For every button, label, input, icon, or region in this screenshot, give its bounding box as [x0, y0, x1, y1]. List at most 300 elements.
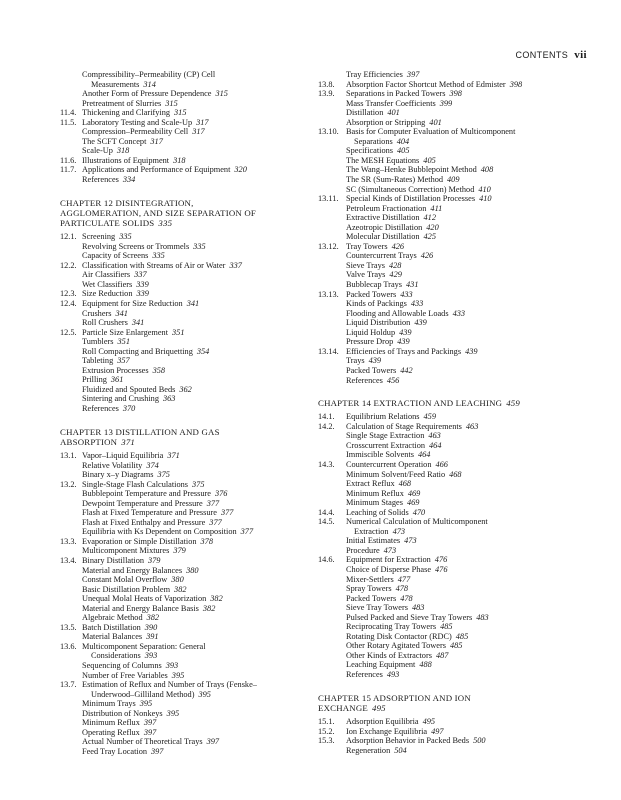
entry-page-number: 362: [179, 384, 192, 394]
entry-title: Bubblecap Trays 431: [346, 280, 419, 290]
entry-page-number: 397: [143, 727, 157, 737]
entry-title: Immiscible Solvents 464: [346, 450, 431, 460]
entry-page-number: 375: [192, 479, 205, 489]
section-number: 13.5.: [60, 622, 77, 632]
entry-title: Classification with Streams of Air or Water 337: [82, 260, 242, 270]
entry-title: Flooding and Allowable Loads 433: [346, 308, 466, 318]
toc-subsection-entry: [60, 347, 304, 357]
toc-section-entry: [60, 480, 304, 490]
entry-title: Capacity of Screens 335: [82, 251, 165, 261]
section-number: 14.3.: [318, 459, 335, 469]
toc-subsection-entry: [318, 204, 582, 214]
entry-page-number: 382: [202, 603, 216, 613]
toc-subsection-entry: [60, 318, 304, 328]
toc-subsection-entry: [318, 376, 582, 386]
toc-subsection-entry: [318, 575, 582, 585]
entry-title: Illustrations of Equipment 318: [82, 155, 186, 165]
section-number: 13.13.: [318, 289, 339, 299]
entry-title: Multicomponent Mixtures 379: [82, 546, 186, 556]
entry-title: Minimum Stages 469: [346, 498, 420, 508]
toc-subsection-entry: [318, 613, 582, 623]
entry-title: Compression–Permeability Cell 317: [82, 127, 205, 137]
entry-page-number: 473: [392, 526, 406, 536]
toc-subsection-entry: [60, 146, 304, 156]
entry-page-number: 351: [172, 327, 185, 337]
toc-section-entry: [318, 242, 582, 252]
toc-subsection-entry: [60, 546, 304, 556]
entry-title: Tumblers 351: [82, 337, 130, 347]
entry-page-number: 463: [428, 431, 441, 441]
toc-section-entry: [60, 261, 304, 271]
toc-section-entry: [318, 517, 582, 527]
toc-subsection-entry: [60, 280, 304, 290]
entry-page-number: 335: [193, 241, 206, 251]
entry-title: References 493: [346, 670, 400, 680]
entry-title: Basic Distillation Problem 382: [82, 584, 187, 594]
entry-page-number: 466: [435, 459, 448, 469]
entry-title: Mass Transfer Coefficients 399: [346, 98, 453, 108]
toc-section-entry: [60, 556, 304, 566]
section-number: 11.7.: [60, 165, 77, 175]
entry-title: Flash at Fixed Enthalpy and Pressure 377: [82, 517, 222, 527]
entry-title: Countercurrent Trays 426: [346, 251, 434, 261]
entry-page-number: 429: [389, 270, 402, 280]
toc-section-entry: [318, 555, 582, 565]
toc-subsection-entry: [60, 80, 304, 90]
toc-section-entry: [318, 460, 582, 470]
page-number: vii: [574, 49, 587, 61]
entry-title: Thickening and Clarifying 315: [82, 108, 187, 118]
entry-page-number: 393: [144, 651, 158, 661]
entry-page-number: 485: [440, 622, 453, 632]
entry-title: The SR (Sum-Rates) Method 409: [346, 175, 460, 185]
entry-page-number: 376: [215, 489, 228, 499]
entry-page-number: 382: [174, 584, 187, 594]
toc-subsection-entry: [318, 479, 582, 489]
toc-section-entry: [318, 508, 582, 518]
toc-subsection-entry: [318, 223, 582, 233]
entry-title: Special Kinds of Distillation Processes 410: [346, 194, 492, 204]
entry-page-number: 426: [420, 251, 434, 261]
toc-section-entry: [60, 623, 304, 633]
entry-page-number: 363: [162, 394, 176, 404]
entry-title: Roll Crushers 341: [82, 318, 145, 328]
entry-page-number: 433: [400, 289, 413, 299]
entry-title: Extractive Distillation 412: [346, 213, 436, 223]
entry-page-number: 315: [215, 89, 228, 99]
toc-subsection-entry: [318, 118, 582, 128]
entry-title: Efficiencies of Trays and Packings 439: [346, 346, 478, 356]
entry-title: Compressibility–Permeability (CP) Cell: [82, 70, 216, 79]
toc-subsection-entry: [60, 404, 304, 414]
entry-title: Numerical Calculation of Multicomponent: [346, 517, 488, 527]
section-number: 13.2.: [60, 479, 77, 489]
entry-title: Adsorption Behavior in Packed Beds 500: [346, 736, 486, 746]
entry-page-number: 439: [397, 337, 410, 347]
chapter-heading: [60, 427, 304, 447]
section-number: 12.2.: [60, 260, 77, 270]
toc-subsection-entry: [60, 604, 304, 614]
entry-title: Specifications 405: [346, 146, 410, 156]
chapter-heading-line: EXCHANGE 495: [318, 702, 386, 713]
entry-title: Pulsed Packed and Sieve Tray Towers 483: [346, 612, 489, 622]
entry-title: Petroleum Fractionation 411: [346, 203, 443, 213]
entry-page-number: 439: [368, 356, 382, 366]
entry-title: Batch Distillation 390: [82, 622, 158, 632]
entry-page-number: 341: [131, 318, 145, 328]
entry-page-number: 318: [116, 146, 130, 156]
entry-title: Initial Estimates 473: [346, 536, 417, 546]
entry-title: Absorption Factor Shortcut Method of Edmister 398: [346, 79, 523, 89]
entry-title: Operating Reflux 397: [82, 727, 157, 737]
entry-page-number: 456: [386, 375, 400, 385]
entry-title: Laboratory Testing and Scale-Up 317: [82, 117, 209, 127]
chapter-heading: [318, 398, 582, 408]
section-number: 13.14.: [318, 346, 339, 356]
chapter-heading-line: CHAPTER 12 DISINTEGRATION,: [60, 197, 194, 208]
entry-title: Estimation of Reflux and Number of Trays (Fenske–: [82, 680, 257, 690]
entry-page-number: 335: [119, 232, 132, 242]
entry-page-number: 395: [171, 670, 185, 680]
toc-subsection-entry: [318, 99, 582, 109]
toc-subsection-entry: [60, 137, 304, 147]
entry-page-number: 459: [423, 412, 436, 422]
section-number: 14.6.: [318, 555, 335, 565]
section-number: 12.1.: [60, 232, 77, 242]
section-number: 13.8.: [318, 79, 335, 89]
toc-subsection-entry: [318, 632, 582, 642]
toc-subsection-entry: [318, 337, 582, 347]
entry-title: Evaporation or Simple Distillation 378: [82, 536, 213, 546]
entry-page-number: 463: [465, 421, 479, 431]
toc-subsection-entry: [318, 318, 582, 328]
toc-section-entry: [60, 108, 304, 118]
chapter-heading-line: ABSORPTION 371: [60, 436, 136, 447]
entry-page-number: 377: [209, 517, 222, 527]
toc-subsection-entry: [318, 366, 582, 376]
entry-title: Scale-Up 318: [82, 146, 130, 156]
entry-title: Underwood–Gilliland Method) 395: [91, 689, 211, 699]
entry-title: References 334: [82, 175, 136, 185]
section-number: 14.1.: [318, 412, 335, 422]
entry-title: Crosscurrent Extraction 464: [346, 440, 442, 450]
toc-subsection-entry: [318, 165, 582, 175]
entry-page-number: 315: [174, 108, 187, 118]
entry-page-number: 464: [417, 450, 431, 460]
entry-page-number: 439: [465, 346, 478, 356]
entry-title: Considerations 393: [91, 651, 158, 661]
section-number: 13.12.: [318, 241, 339, 251]
toc-subsection-entry: [60, 127, 304, 137]
toc-section-entry: [60, 289, 304, 299]
section-number: 13.11.: [318, 194, 339, 204]
toc-subsection-entry: [318, 251, 582, 261]
entry-title: Equilibrium Relations 459: [346, 412, 436, 422]
section-number: 14.2.: [318, 421, 335, 431]
entry-title: Equipment for Size Reduction 341: [82, 299, 200, 308]
chapter-heading-line: CHAPTER 14 EXTRACTION AND LEACHING 459: [318, 398, 520, 409]
entry-title: Sieve Tray Towers 483: [346, 603, 425, 613]
toc-subsection-entry: [60, 175, 304, 185]
entry-page-number: 439: [414, 318, 427, 328]
entry-page-number: 493: [386, 670, 400, 680]
entry-page-number: 395: [139, 699, 153, 709]
entry-page-number: 393: [165, 661, 179, 670]
toc-subsection-entry: [60, 632, 304, 642]
toc-subsection-entry: [318, 470, 582, 480]
entry-page-number: 399: [439, 98, 453, 108]
entry-title: Crushers 341: [82, 308, 128, 318]
entry-title: Liquid Distribution 439: [346, 318, 427, 328]
entry-page-number: 485: [449, 641, 463, 651]
toc-subsection-entry: [318, 185, 582, 195]
entry-title: Sieve Trays 428: [346, 260, 402, 270]
entry-page-number: 428: [388, 260, 402, 270]
toc-section-entry: [318, 727, 582, 737]
entry-page-number: 473: [383, 545, 397, 555]
entry-page-number: 497: [431, 726, 444, 736]
section-number: 13.4.: [60, 555, 77, 565]
entry-page-number: 377: [220, 508, 234, 518]
entry-title: Material Balances 391: [82, 632, 159, 642]
entry-title: Adsorption Equilibria 495: [346, 716, 436, 726]
entry-page-number: 487: [435, 650, 449, 660]
entry-title: Single Stage Extraction 463: [346, 431, 441, 441]
entry-page-number: 425: [423, 232, 436, 242]
entry-title: Roll Compacting and Briquetting 354: [82, 346, 210, 356]
entry-title: Flash at Fixed Temperature and Pressure 377: [82, 508, 234, 518]
toc-subsection-entry: [60, 461, 304, 471]
entry-title: Air Classifiers 337: [82, 270, 147, 280]
toc-section-entry: [60, 642, 304, 652]
entry-title: Mixer-Settlers 477: [346, 574, 411, 584]
entry-page-number: 339: [136, 279, 149, 289]
toc-section-entry: [318, 422, 582, 432]
entry-title: Packed Towers 442: [346, 365, 413, 375]
entry-title: Fluidized and Spouted Beds 362: [82, 384, 192, 394]
section-number: 14.5.: [318, 517, 335, 527]
toc-section-entry: [318, 736, 582, 746]
entry-title: Extrusion Processes 358: [82, 365, 166, 375]
chapter-heading-line: CHAPTER 13 DISTILLATION AND GAS: [60, 426, 220, 437]
entry-title: Minimum Reflux 397: [82, 718, 157, 728]
toc-subsection-entry: [60, 594, 304, 604]
entry-page-number: 398: [449, 89, 462, 99]
toc-subsection-entry: [60, 527, 304, 537]
entry-title: Tableting 357: [82, 356, 130, 366]
entry-title: Screening 335: [82, 232, 132, 242]
toc-subsection-entry: [318, 108, 582, 118]
toc-subsection-entry: [60, 728, 304, 738]
toc-subsection-entry: [60, 394, 304, 404]
entry-title: Minimum Solvent/Feed Ratio 468: [346, 469, 462, 479]
toc-subsection-entry: [318, 299, 582, 309]
entry-page-number: 337: [134, 270, 147, 280]
entry-page-number: 379: [173, 546, 186, 556]
toc-subsection-entry: [60, 70, 304, 80]
entry-page-number: 401: [387, 108, 400, 118]
toc-section-entry: [60, 680, 304, 690]
entry-title: Choice of Disperse Phase 476: [346, 565, 448, 574]
entry-title: Prilling 361: [82, 375, 124, 385]
section-number: 12.4.: [60, 299, 77, 308]
entry-page-number: 420: [426, 222, 439, 232]
toc-subsection-entry: [60, 337, 304, 347]
entry-title: Another Form of Pressure Dependence 315: [82, 89, 228, 99]
toc-subsection-entry: [318, 146, 582, 156]
entry-page-number: 382: [210, 594, 223, 604]
entry-page-number: 318: [173, 155, 186, 165]
toc-subsection-entry: [60, 375, 304, 385]
entry-page-number: 317: [196, 117, 209, 127]
section-number: 13.6.: [60, 641, 77, 651]
entry-page-number: 397: [206, 737, 220, 747]
entry-title: References 456: [346, 375, 400, 385]
entry-page-number: 397: [406, 70, 420, 79]
entry-page-number: 477: [397, 574, 411, 584]
entry-title: Sintering and Crushing 363: [82, 394, 176, 404]
entry-page-number: 380: [186, 565, 199, 575]
entry-title: Spray Towers 478: [346, 584, 409, 594]
toc-subsection-entry: [60, 671, 304, 681]
entry-page-number: 473: [404, 536, 417, 546]
entry-page-number: 404: [396, 136, 410, 146]
entry-title: Basis for Computer Evaluation of Multicomponent: [346, 127, 516, 137]
chapter-page-number: 495: [371, 702, 386, 713]
entry-page-number: 335: [152, 251, 165, 261]
entry-page-number: 500: [473, 736, 486, 746]
toc-subsection-entry: [318, 261, 582, 271]
entry-page-number: 469: [407, 488, 421, 498]
toc-subsection-entry: [318, 356, 582, 366]
toc-subsection-entry: [318, 270, 582, 280]
section-number: 11.4.: [60, 108, 77, 118]
toc-subsection-entry: [60, 470, 304, 480]
entry-title: Equipment for Extraction 476: [346, 555, 448, 565]
entry-page-number: 341: [115, 308, 128, 318]
entry-page-number: 351: [117, 337, 130, 347]
entry-title: Dewpoint Temperature and Pressure 377: [82, 498, 220, 508]
toc-subsection-entry: [318, 431, 582, 441]
entry-title: Unequal Molal Heats of Vaporization 382: [82, 594, 223, 604]
entry-page-number: 412: [423, 213, 436, 223]
toc-subsection-entry: [60, 356, 304, 366]
toc-section-entry: [60, 118, 304, 128]
toc-section-entry: [318, 412, 582, 422]
entry-page-number: 395: [166, 708, 180, 718]
section-number: 12.3.: [60, 289, 77, 299]
entry-title: Pretreatment of Slurries 315: [82, 98, 178, 108]
entry-page-number: 380: [171, 575, 184, 585]
toc-subsection-entry: [318, 498, 582, 508]
entry-page-number: 426: [391, 241, 405, 251]
toc-subsection-entry: [318, 156, 582, 166]
toc-subsection-entry: [318, 565, 582, 575]
entry-title: Multicomponent Separation: General: [82, 641, 206, 651]
entry-title: Distribution of Nonkeys 395: [82, 708, 180, 718]
toc-subsection-entry: [318, 213, 582, 223]
toc-section-entry: [60, 537, 304, 547]
toc-subsection-entry: [318, 450, 582, 460]
entry-page-number: 370: [122, 404, 136, 414]
entry-title: Other Rotary Agitated Towers 485: [346, 641, 463, 651]
toc-right-column: [318, 70, 582, 755]
entry-title: Calculation of Stage Requirements 463: [346, 421, 479, 431]
entry-title: Trays 439: [346, 356, 382, 366]
section-number: 13.7.: [60, 680, 77, 690]
entry-title: The SCFT Concept 317: [82, 136, 163, 146]
toc-subsection-entry: [60, 89, 304, 99]
toc-subsection-entry: [318, 584, 582, 594]
entry-page-number: 357: [117, 356, 130, 366]
entry-title: Kinds of Packings 433: [346, 299, 424, 309]
entry-title: Single-Stage Flash Calculations 375: [82, 479, 205, 489]
entry-title: Tray Towers 426: [346, 241, 405, 251]
entry-page-number: 476: [434, 555, 448, 565]
toc-subsection-entry: [318, 175, 582, 185]
entry-title: Packed Towers 478: [346, 593, 413, 603]
toc-subsection-entry: [318, 328, 582, 338]
entry-page-number: 409: [447, 175, 460, 185]
toc-subsection-entry: [60, 242, 304, 252]
entry-title: Leaching of Solids 470: [346, 507, 426, 517]
entry-page-number: 433: [410, 299, 424, 309]
entry-page-number: 483: [411, 603, 425, 613]
chapter-heading-line: CHAPTER 15 ADSORPTION AND ION: [318, 692, 471, 703]
toc-subsection-entry: [318, 280, 582, 290]
entry-title: Minimum Reflux 469: [346, 488, 421, 498]
entry-title: Other Kinds of Extractors 487: [346, 650, 449, 660]
toc-section-entry: [60, 328, 304, 338]
toc-section-entry: [60, 232, 304, 242]
entry-title: Extract Reflux 468: [346, 479, 412, 489]
running-header-label: CONTENTS: [515, 50, 569, 60]
entry-title: Procedure 473: [346, 545, 397, 555]
entry-title: Regeneration 504: [346, 745, 407, 755]
entry-title: Extraction 473: [354, 526, 406, 536]
toc-section-entry: [318, 290, 582, 300]
entry-title: Leaching Equipment 488: [346, 660, 432, 670]
toc-section-entry: [60, 165, 304, 175]
toc-subsection-entry: [318, 441, 582, 451]
entry-page-number: 339: [136, 289, 149, 299]
entry-title: SC (Simultaneous Correction) Method 410: [346, 184, 491, 194]
entry-page-number: 495: [422, 716, 436, 726]
entry-title: Molecular Distillation 425: [346, 232, 436, 242]
entry-title: Separations 404: [354, 136, 410, 146]
entry-page-number: 334: [122, 175, 136, 185]
chapter-heading-line: PARTICULATE SOLIDS 335: [60, 217, 173, 228]
entry-page-number: 397: [143, 718, 157, 728]
toc-subsection-entry: [60, 99, 304, 109]
entry-title: Sequencing of Columns 393: [82, 661, 179, 670]
entry-title: The MESH Equations 405: [346, 155, 436, 165]
entry-page-number: 464: [429, 440, 442, 450]
entry-page-number: 470: [412, 507, 426, 517]
entry-page-number: 317: [150, 136, 163, 146]
chapter-page-number: 335: [158, 217, 173, 228]
entry-page-number: 382: [146, 613, 160, 623]
toc-subsection-entry: [60, 518, 304, 528]
toc-section-entry: [318, 89, 582, 99]
toc-subsection-entry: [60, 575, 304, 585]
entry-page-number: 485: [455, 631, 469, 641]
entry-page-number: 478: [400, 593, 413, 603]
toc-subsection-entry: [318, 546, 582, 556]
entry-page-number: 314: [143, 79, 156, 89]
section-number: 12.5.: [60, 327, 77, 337]
entry-page-number: 442: [400, 365, 413, 375]
